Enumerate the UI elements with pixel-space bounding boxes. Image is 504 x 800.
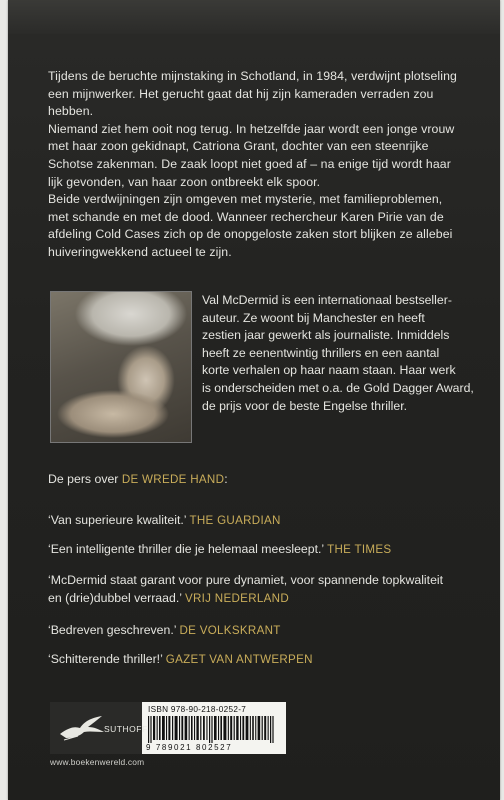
author-photo-hand-shading — [53, 384, 173, 442]
publisher-logo — [50, 702, 148, 754]
cover-top-fold — [8, 0, 500, 34]
synopsis-text: Tijdens de beruchte mijnstaking in Schotland, in 1984, verdwijnt plotseling een mijnwerker. Het gerucht gaat dat hij zijn kameraden verraden zou hebben. Niemand ziet hem ooit nog terug. In hetzelfde jaar wordt een jonge vrouw met haar zoon gekidnapt, Catriona Grant, dochter van een steenrijke Schotse zakenman. De zaak loopt niet goed af – na enige tijd wordt haar lijk gevonden, van haar zoon ontbreekt elk spoor. Beide verdwijningen zijn omgeven met mysterie, met familieproblemen, met schande en met de dood. Wanneer rechercheur Karen Pirie van de afdeling Cold Cases zich op de onopgeloste zaken stort blijken ze allebei huiveringwekkend actueel te zijn. — [48, 69, 457, 259]
press-intro-colon: : — [224, 472, 228, 486]
press-quote-5 — [48, 651, 478, 669]
publisher-name: SUTHOFF — [104, 724, 148, 734]
press-quote-3 — [48, 572, 478, 607]
quote-text: ‘McDermid staat garant voor pure dynamiet, voor spannende topkwaliteit — [48, 573, 444, 587]
website-url: www.boekenwereld.com — [50, 757, 145, 767]
quote-text: ‘Bedreven geschreven.’ — [48, 623, 177, 637]
isbn-text: ISBN 978-90-218-0252-7 — [148, 705, 247, 714]
author-photo — [50, 291, 192, 443]
press-quote-1 — [48, 512, 478, 530]
quote-text: ‘Van superieure kwaliteit.’ — [48, 513, 187, 527]
quote-source: GAZET VAN ANTWERPEN — [165, 653, 313, 666]
barcode-bars — [148, 716, 280, 743]
quote-source: DE VOLKSKRANT — [179, 624, 281, 637]
quote-text-continued: en (drie)dubbel verraad.’ — [48, 590, 182, 605]
quote-source: THE GUARDIAN — [189, 514, 281, 527]
quote-text: ‘Schitterende thriller!’ — [48, 652, 163, 666]
press-book-title: DE WREDE HAND — [121, 473, 225, 486]
quote-text: ‘Een intelligente thriller die je helemaal meesleept.’ — [48, 542, 324, 556]
barcode-panel — [50, 702, 286, 754]
press-quote-2 — [48, 541, 478, 559]
author-bio: Val McDermid is een internationaal bestseller- auteur. Ze woont bij Manchester en heeft zestien jaar gewerkt als journaliste. Inmiddels heeft ze eenentwintig thrillers en een aantal korte verhalen op haar naam staan. Haar werk is onderscheiden met o.a. de Gold Dagger Award, de prijs voor de beste Engelse thriller. — [202, 293, 474, 413]
quote-source: THE TIMES — [327, 543, 392, 556]
press-intro — [48, 471, 468, 488]
press-intro-label: De pers over — [48, 472, 119, 486]
quote-source: VRIJ NEDERLAND — [184, 591, 290, 605]
bird-logo-icon — [58, 712, 106, 744]
press-quote-4 — [48, 622, 478, 640]
barcode-number: 9 789021 802527 — [146, 743, 233, 752]
